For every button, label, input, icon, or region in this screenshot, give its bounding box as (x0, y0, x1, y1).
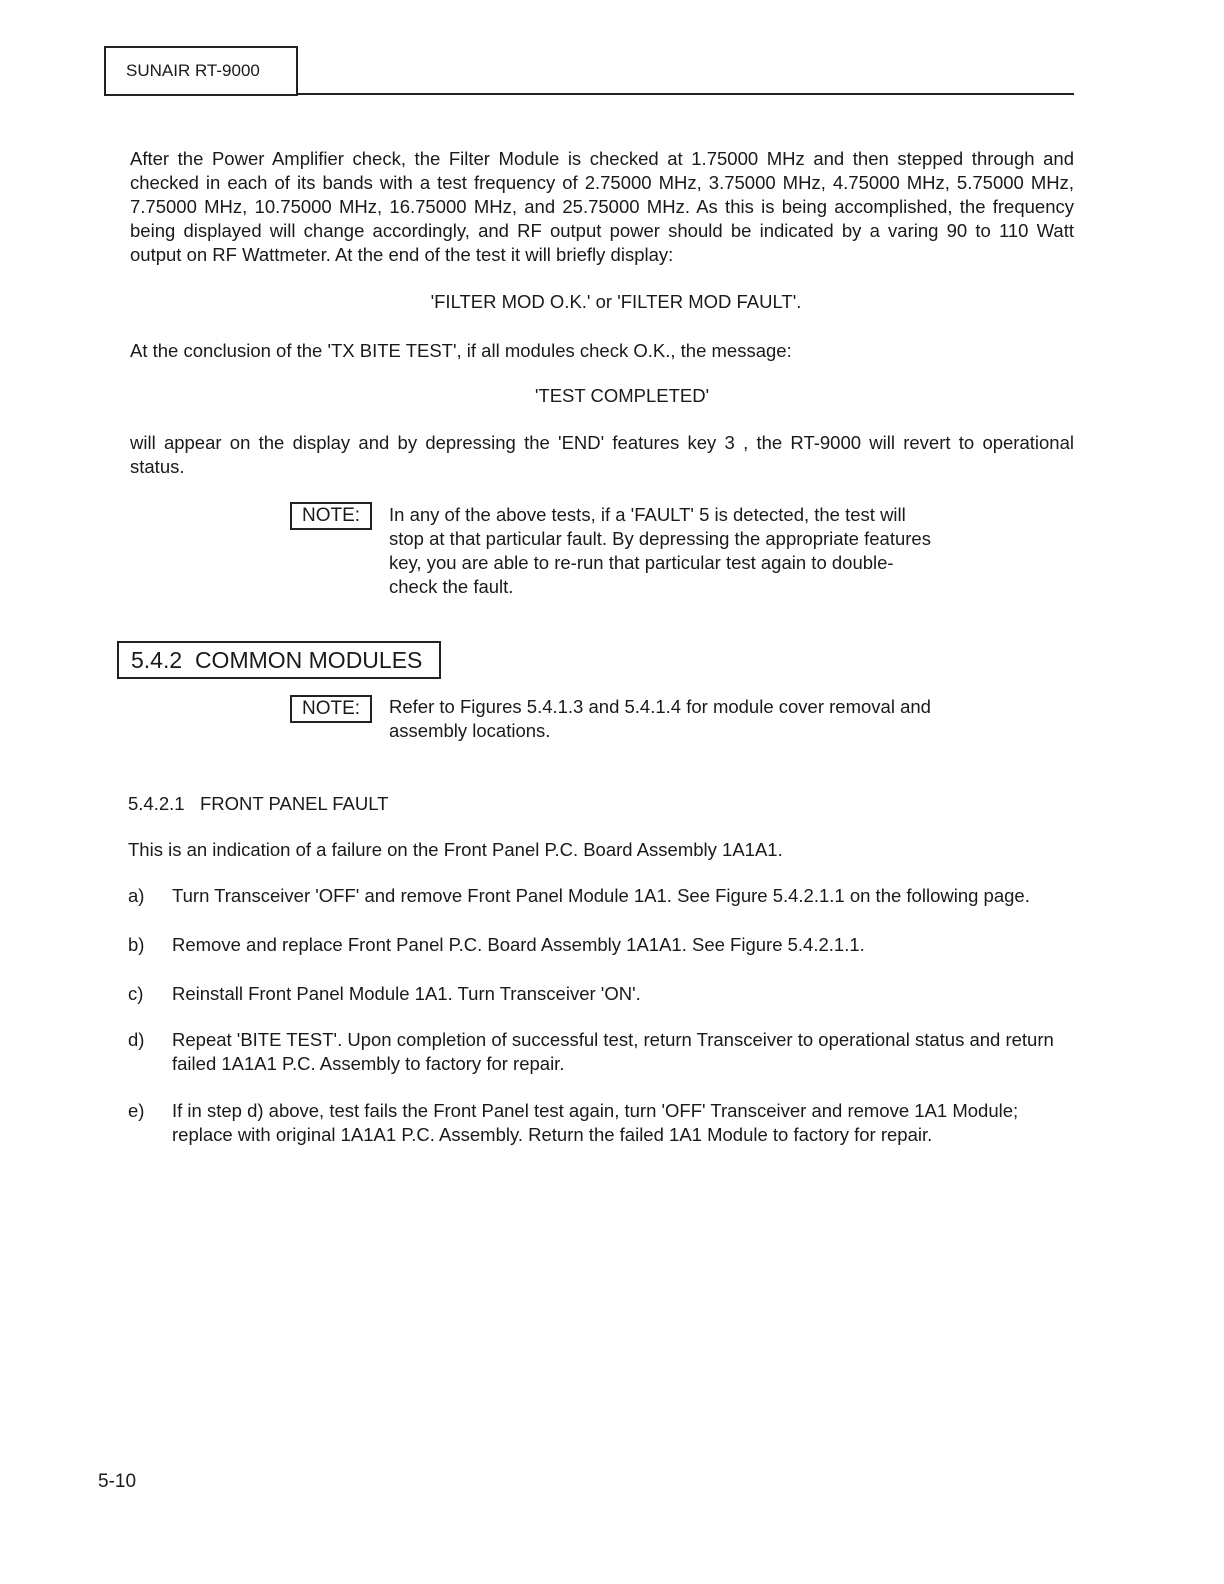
test-completed-message: 'TEST COMPLETED' (534, 385, 710, 406)
header-title: SUNAIR RT-9000 (104, 46, 298, 96)
list-item (128, 933, 1074, 957)
list-text: Remove and replace Front Panel P.C. Board Assembly 1A1A1. See Figure 5.4.2.1.1. (172, 934, 865, 955)
list-text: If in step d) above, test fails the Front Panel test again, turn 'OFF' Transceiver and remove 1A1 Module; replace with original 1A1A1 P.C. Assembly. Return the failed 1A1 Module to factory for repair. (172, 1100, 1019, 1145)
list-item (128, 982, 1074, 1006)
note-label: NOTE: (290, 695, 372, 723)
list-item (128, 1028, 1074, 1076)
note-label: NOTE: (290, 502, 372, 530)
list-letter: c) (128, 983, 144, 1004)
subsection-heading: 5.4.2.1 FRONT PANEL FAULT (128, 793, 389, 814)
list-letter: d) (128, 1029, 145, 1050)
list-item (128, 1099, 1074, 1147)
filter-check-paragraph: After the Power Amplifier check, the Filter Module is checked at 1.75000 MHz and then stepped through and checked in each of its bands with a test frequency of 2.75000 MHz, 3.75000 MHz, 4.75000 MHz, 5.75000 MHz, 7.75000 MHz, 10.75000 MHz, 16.75000 MHz, and 25.75000 MHz. As this is being accomplished, the frequency being displayed will change accordingly, and RF output power should be indicated by a varing 90 to 110 Watt output on RF Wattmeter. At the end of the test it will briefly display: (130, 148, 1074, 265)
section-number: 5.4.2 (131, 647, 183, 673)
list-text: Turn Transceiver 'OFF' and remove Front Panel Module 1A1. See Figure 5.4.2.1.1 on the following page. (172, 885, 1030, 906)
subsection-intro: This is an indication of a failure on the Front Panel P.C. Board Assembly 1A1A1. (128, 839, 783, 860)
note-text: In any of the above tests, if a 'FAULT' 5 is detected, the test will stop at that particular fault. By depressing the appropriate features key, you are able to re-run that particular test again to double-check the fault. (389, 504, 931, 597)
list-letter: a) (128, 885, 145, 906)
page-number: 5-10 (98, 1471, 137, 1492)
list-letter: b) (128, 934, 145, 955)
list-text: Repeat 'BITE TEST'. Upon completion of successful test, return Transceiver to operational status and return failed 1A1A1 P.C. Assembly to factory for repair. (172, 1029, 1054, 1074)
filter-message: 'FILTER MOD O.K.' or 'FILTER MOD FAULT'. (430, 291, 802, 312)
list-text: Reinstall Front Panel Module 1A1. Turn Transceiver 'ON'. (172, 983, 641, 1004)
list-item (128, 884, 1074, 908)
conclusion-paragraph: At the conclusion of the 'TX BITE TEST', if all modules check O.K., the message: (130, 340, 792, 361)
section-heading (117, 641, 441, 679)
list-letter: e) (128, 1100, 145, 1121)
header-rule (298, 93, 1074, 95)
section-title: COMMON MODULES (194, 647, 423, 673)
note-text: Refer to Figures 5.4.1.3 and 5.4.1.4 for module cover removal and assembly locations. (389, 696, 931, 741)
revert-paragraph: will appear on the display and by depressing the 'END' features key 3 , the RT-9000 will revert to operational status. (130, 432, 1074, 477)
